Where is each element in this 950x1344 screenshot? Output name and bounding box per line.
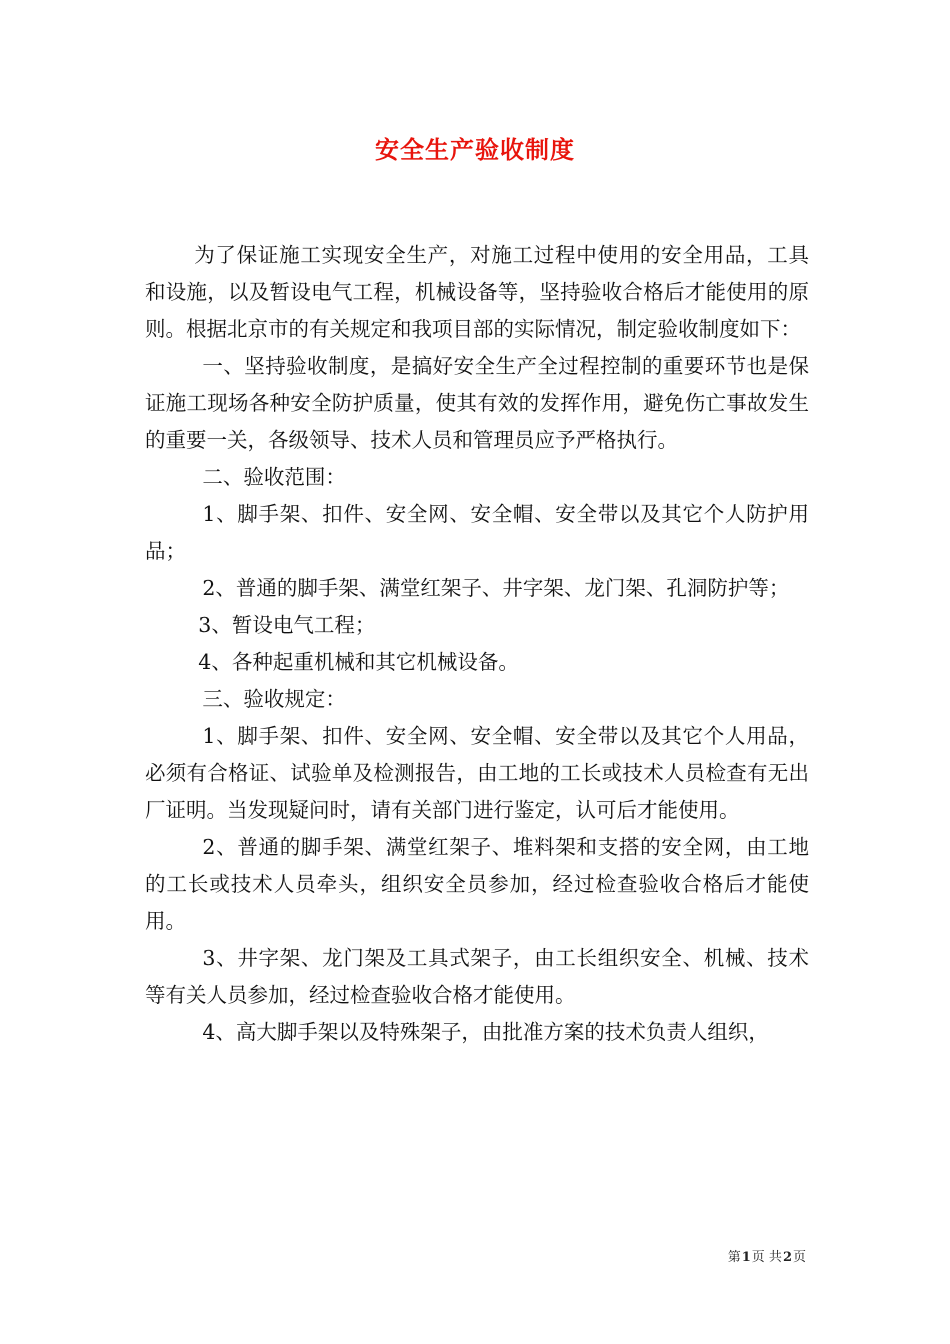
section-three-heading: 三、验收规定： [202, 687, 346, 711]
scope-item-2: 2、普通的脚手架、满堂红架子、井字架、龙门架、孔洞防护等； [202, 576, 790, 600]
intro-paragraph: 为了保证施工实现安全生产，对施工过程中使用的安全用品，工具和设施，以及暂设电气工程，机械设备等，坚持验收合格后才能使用的原则。根据北京市的有关规定和我项目部的实际情况，制定验收制度如下： [145, 243, 809, 341]
document-body [145, 237, 809, 1051]
scope-item-3: 3、暂设电气工程； [198, 613, 376, 637]
rule-item-3: 3、井字架、龙门架及工具式架子，由工长组织安全、机械、技术等有关人员参加，经过检查验收合格才能使用。 [145, 946, 809, 1007]
footer-prefix: 第 [727, 1250, 741, 1265]
document-title: 安全生产验收制度 [375, 135, 575, 164]
current-page-number: 1 [741, 1250, 751, 1265]
section-one-paragraph: 一、坚持验收制度，是搞好安全生产全过程控制的重要环节也是保证施工现场各种安全防护质量，使其有效的发挥作用，避免伤亡事故发生的重要一关，各级领导、技术人员和管理员应予严格执行。 [145, 354, 809, 452]
rule-item-2: 2、普通的脚手架、满堂红架子、堆料架和支搭的安全网，由工地的工长或技术人员牵头，组织安全员参加，经过检查验收合格后才能使用。 [145, 835, 809, 933]
rule-item-1: 1、脚手架、扣件、安全网、安全帽、安全带以及其它个人用品，必须有合格证、试验单及检测报告，由工地的工长或技术人员检查有无出厂证明。当发现疑问时，请有关部门进行鉴定，认可后才能使用。 [145, 724, 809, 822]
scope-item-1: 1、脚手架、扣件、安全网、安全帽、安全带以及其它个人防护用品； [145, 502, 809, 563]
page-footer [728, 1246, 806, 1265]
footer-suffix: 页 [792, 1250, 806, 1265]
scope-item-4: 4、各种起重机械和其它机械设备。 [198, 650, 519, 674]
rule-item-4: 4、高大脚手架以及特殊架子，由批准方案的技术负责人组织， [202, 1020, 769, 1044]
total-pages-number: 2 [782, 1250, 792, 1265]
footer-middle: 页 共 [751, 1250, 782, 1265]
section-two-heading: 二、验收范围： [202, 465, 346, 489]
